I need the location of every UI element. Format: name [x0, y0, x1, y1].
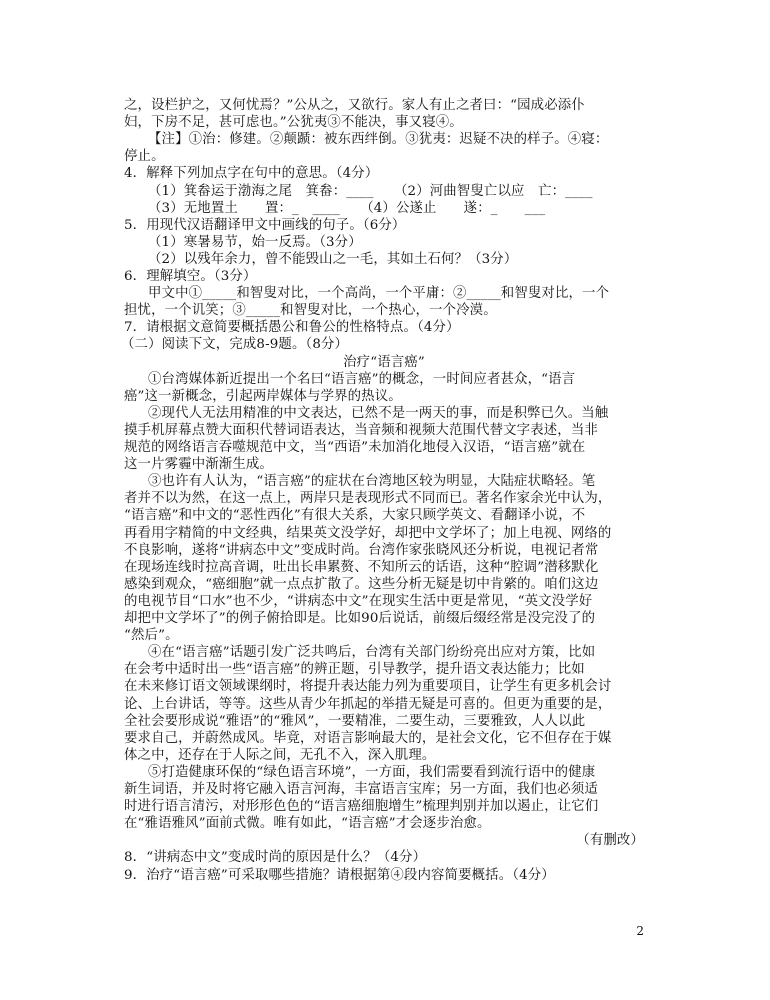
paragraph-line: ①台湾媒体新近提出一个名曰“语言癌”的概念，一时间应者甚众，“语言 — [148, 371, 576, 387]
paragraph-line: 在现场连线时拉高音调，吐出长串累赘、不知所云的话语，这种“腔调”潜移默化 — [124, 559, 599, 575]
question-5-item: （1）寒暑易节，始一反焉。（3分） — [148, 234, 362, 250]
paragraph-line: 的电视节目“口水”也不少，“讲病态中文”在现实生活中更是常见，“英文没学好 — [124, 593, 593, 609]
question-6-blank-line: 担忧，一个讥笑；③_____和智叟对比，一个热心，一个冷漠。 — [124, 303, 497, 319]
question-9: 9．治疗“语言癌”可采取哪些措施？请根据第④段内容简要概括。（4分） — [124, 867, 555, 883]
paragraph-line: 论、上台讲话，等等。这些从青少年抓起的举措无疑是可喜的。但更为重要的是， — [124, 696, 612, 712]
question-8: 8．“讲病态中文”变成时尚的原因是什么？（4分） — [124, 850, 427, 866]
paragraph-line: 者并不以为然，在这一点上，两岸只是表现形式不同而已。著名作家余光中认为， — [124, 491, 612, 507]
paragraph-line: 癌”这一新概念，引起两岸媒体与学界的热议。 — [124, 388, 402, 404]
paragraph-line: 在“雅语雅风”面前式微。唯有如此，“语言癌”才会逐步治愈。 — [124, 816, 491, 832]
paragraph-line: 却把中文学坏了”的例子俯拾即是。比如90后说话，前缀后缀经常是没完没了的 — [124, 611, 596, 626]
paragraph-line: 再看用字精简的中文经典，结果英文没学好，却把中文学坏了；加上电视、网络的 — [124, 525, 612, 541]
paragraph-line: 时进行语言清污，对形形色色的“语言癌细胞增生”梳理判别并加以遏止，让它们 — [124, 799, 599, 815]
paragraph-line: 在会考中适时出一些“语言癌”的辨正题，引导教学，提升语文表达能力；比如 — [124, 662, 585, 678]
paragraph-line: ④在“语言癌”话题引发广泛共鸣后，台湾有关部门纷纷亮出应对方策，比如 — [148, 645, 596, 661]
paragraph-line: 这一片雾霾中渐渐生成。 — [124, 457, 273, 473]
paragraph-line: 在未来修订语文领域课纲时，将提升表达能力列为重要项目，让学生有更多机会讨 — [124, 679, 612, 695]
paragraph-line: 全社会要形成说“雅语”的“雅风”，一要精准，二要生动，三要雅致，人人以此 — [124, 713, 586, 729]
question-5: 5．用现代汉语翻译甲文中画线的句子。（6分） — [124, 217, 406, 233]
question-6-blank-line: 甲文中①_____和智叟对比，一个高尚，一个平庸：②_____和智叟对比，一个 — [148, 286, 610, 302]
passage-line: 之，设栏护之，又何忧焉？”公从之，又欲行。家人有止之者曰：“园成必添仆 — [124, 98, 585, 113]
notes-line: 停止。 — [124, 149, 165, 165]
paragraph-line: 感染到观众，“癌细胞”就一点点扩散了。这些分析无疑是切中肯綮的。咱们这边 — [124, 576, 599, 592]
paragraph-line: 摸手机屏幕点赞大面积代替词语表达，当音频和视频大范围代替文字表述，当非 — [124, 422, 598, 438]
passage-line: 妇，下房不足，甚可虑也。”公犹夷③不能决，事又寝④。 — [124, 115, 463, 131]
source-note: （有删改） — [576, 833, 644, 849]
paragraph-line: 体之中，还存在于人际之间，无孔不入，深入肌理。 — [124, 747, 436, 763]
question-5-item: （2）以残年余力，曾不能毁山之一毛，其如土石何？（3分） — [148, 251, 518, 267]
paragraph-line: 规范的网络语言吞噬规范中文，当“西语”未加消化地侵入汉语，“语言癌”就在 — [124, 440, 586, 455]
paragraph-line: “然后”。 — [124, 628, 179, 644]
question-7: 7．请根据文意简要概括愚公和鲁公的性格特点。（4分） — [124, 320, 460, 336]
notes-line: 【注】①治：修建。②颠踬：被东西绊倒。③犹夷：迟疑不决的样子。④寝： — [148, 132, 609, 148]
article-title: 治疗“语言癌” — [343, 354, 425, 370]
paragraph-line: ⑤打造健康环保的“绿色语言环境”，一方面，我们需要看到流行语中的健康 — [148, 764, 596, 780]
section-heading: （二）阅读下文，完成8-9题。（8分） — [121, 337, 349, 353]
question-6: 6．理解填空。（3分） — [124, 269, 257, 284]
question-4-item: （1）箕畚运于渤海之尾 箕畚：____ （2）河曲智叟亡以应 亡：____ — [148, 183, 593, 199]
paragraph-line: ③也许有人认为，“语言癌”的症状在台湾地区较为明显，大陆症状略轻。笔 — [148, 474, 596, 490]
paragraph-line: 要求自己，并蔚然成风。毕竟，对语言影响最大的，是社会文化，它不但存在于媒 — [124, 730, 612, 746]
paragraph-line: ②现代人无法用精准的中文表达，已然不是一两天的事，而是积弊已久。当触 — [148, 405, 609, 421]
paragraph-line: 新生词语，并及时将它融入语言河海，丰富语言宝库；另一方面，我们也必须适 — [124, 782, 598, 797]
question-4-item: （3）无地置土 置：_ ____ （4）公遂止 遂：_ ___ — [148, 200, 546, 216]
paragraph-line: “语言癌”和中文的“恶性西化”有很大关系，大家只顾学英文、看翻译小说，不 — [124, 508, 586, 524]
page-number: 2 — [636, 924, 644, 938]
paragraph-line: 不良影响，遂将“讲病态中文”变成时尚。台湾作家张晓风还分析说，电视记者常 — [124, 542, 599, 558]
question-4: 4．解释下列加点字在句中的意思。（4分） — [124, 166, 379, 182]
